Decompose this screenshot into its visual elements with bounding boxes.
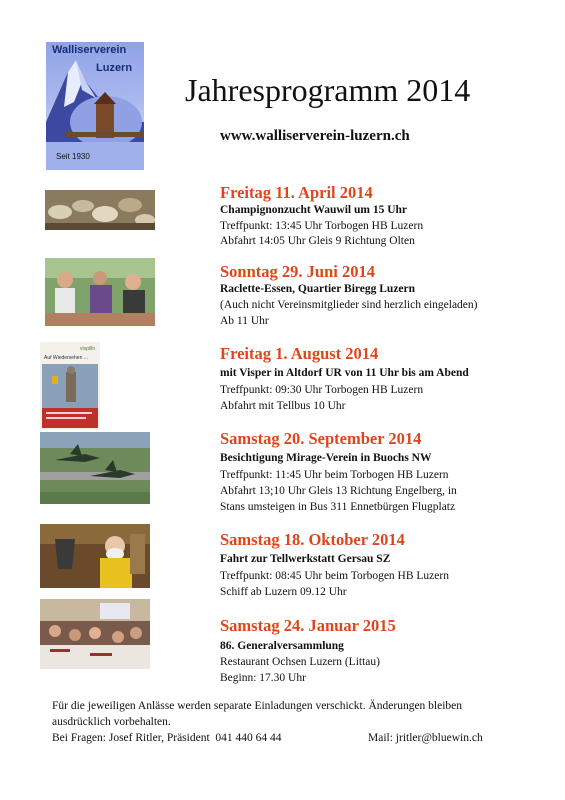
event-line: Restaurant Ochsen Luzern (Littau) xyxy=(220,656,380,668)
event-subtitle: mit Visper in Altdorf UR von 11 Uhr bis am Abend xyxy=(220,367,469,379)
event-line: Treffpunkt: 11:45 Uhr beim Torbogen HB Luzern xyxy=(220,469,449,481)
event-line: Beginn: 17.30 Uhr xyxy=(220,672,306,684)
event-date: Sonntag 29. Juni 2014 xyxy=(220,262,375,281)
event-date: Samstag 18. Oktober 2014 xyxy=(220,530,405,549)
event-line: Treffpunkt: 13:45 Uhr Torbogen HB Luzern xyxy=(220,220,424,232)
logo-title: Walliserverein xyxy=(52,44,127,56)
event-date: Freitag 11. April 2014 xyxy=(220,183,373,202)
photo-mirage-jets xyxy=(40,432,150,504)
event-subtitle: Champignonzucht Wauwil um 15 Uhr xyxy=(220,204,408,216)
event-subtitle: Raclette-Essen, Quartier Biregg Luzern xyxy=(220,283,416,295)
footer-mail[interactable]: Mail: jritler@bluewin.ch xyxy=(368,732,483,744)
photo-mushrooms xyxy=(45,190,155,230)
flyer-header: Auf Wiedersehen ... xyxy=(44,355,88,361)
photo-general-assembly xyxy=(40,599,150,669)
event-subtitle: 86. Generalversammlung xyxy=(220,640,344,652)
event-date: Samstag 24. Januar 2015 xyxy=(220,616,396,635)
photo-flyer-august xyxy=(40,342,100,430)
event-line: (Auch nicht Vereinsmitglieder sind herzlich eingeladen) xyxy=(220,299,478,311)
photo-raclette xyxy=(45,258,155,326)
page-title: Jahresprogramm 2014 xyxy=(185,72,471,108)
logo-city: Luzern xyxy=(96,62,133,74)
event-line: Treffpunkt: 09:30 Uhr Torbogen HB Luzern xyxy=(220,384,424,396)
flyer-brand: vispillo xyxy=(80,346,96,352)
event-line: Treffpunkt: 08:45 Uhr beim Torbogen HB Luzern xyxy=(220,570,449,582)
event-line: Ab 11 Uhr xyxy=(220,315,269,327)
club-logo xyxy=(46,42,144,170)
event-line: Abfahrt mit Tellbus 10 Uhr xyxy=(220,400,346,412)
footer-note: ausdrücklich vorbehalten. xyxy=(52,716,171,728)
logo-since: Seit 1930 xyxy=(56,152,90,161)
event-line: Stans umsteigen in Bus 311 Ennetbürgen Flugplatz xyxy=(220,501,456,513)
footer-note: Für die jeweiligen Anlässe werden separate Einladungen verschickt. Änderungen bleiben xyxy=(52,700,463,712)
website-link[interactable]: www.walliserverein-luzern.ch xyxy=(220,128,410,144)
event-line: Abfahrt 13;10 Uhr Gleis 13 Richtung Engelberg, in xyxy=(220,485,457,497)
event-line: Schiff ab Luzern 09.12 Uhr xyxy=(220,586,347,598)
photo-tell-workshop xyxy=(40,524,150,588)
event-subtitle: Fahrt zur Tellwerkstatt Gersau SZ xyxy=(220,553,391,565)
event-date: Freitag 1. August 2014 xyxy=(220,344,379,363)
event-date: Samstag 20. September 2014 xyxy=(220,429,422,448)
event-line: Abfahrt 14:05 Uhr Gleis 9 Richtung Olten xyxy=(220,235,415,247)
footer-contact: Bei Fragen: Josef Ritler, Präsident 041 440 64 44 xyxy=(52,732,282,744)
event-subtitle: Besichtigung Mirage-Verein in Buochs NW xyxy=(220,452,432,464)
